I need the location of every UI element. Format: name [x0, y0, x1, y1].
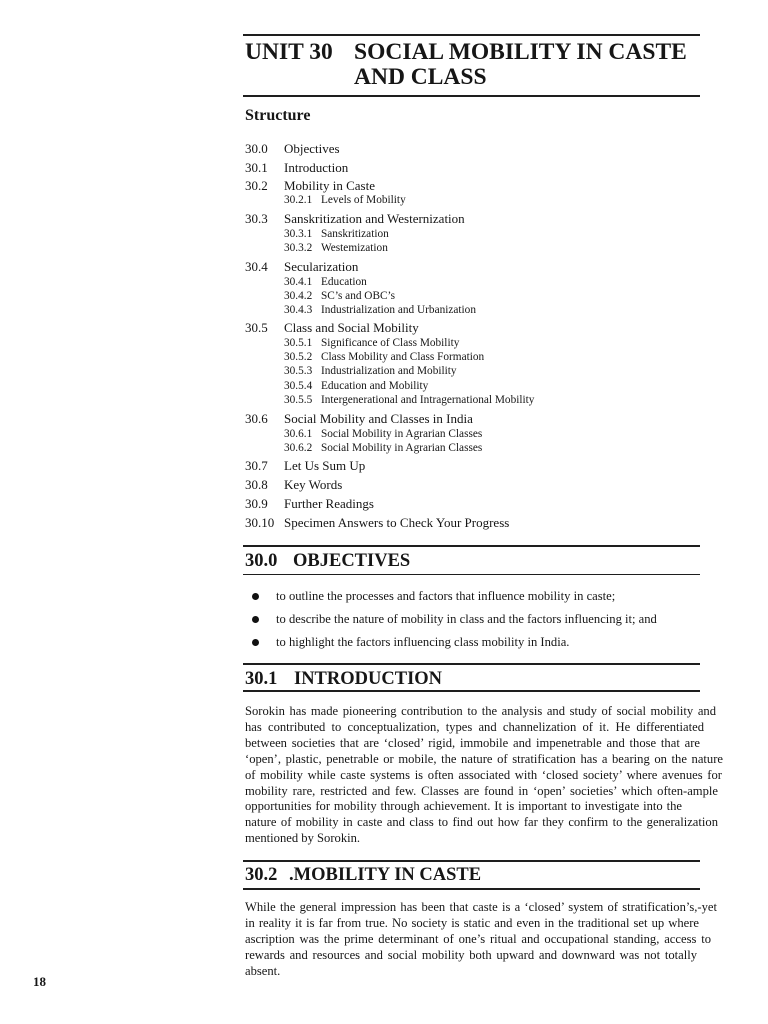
structure-subitem-number: 30.5.4 [284, 380, 313, 392]
structure-subitem [284, 193, 704, 207]
structure-item [245, 320, 705, 336]
objective-bullet: to describe the nature of mobility in class and the factors influencing it; and [276, 612, 657, 626]
structure-item-number: 30.8 [245, 477, 268, 492]
structure-item [245, 160, 705, 176]
structure-subitem-number: 30.6.1 [284, 428, 313, 440]
structure-subitem [284, 241, 704, 255]
structure-item [245, 515, 705, 531]
structure-item [245, 496, 705, 512]
paragraph-line-text: has contributed to conceptualization, types and channelization of it. He differentiated [245, 720, 704, 734]
paragraph-line [245, 719, 704, 735]
section-top-rule [243, 545, 700, 547]
structure-subitem-title: Westemization [321, 242, 388, 254]
structure-item-number: 30.6 [245, 411, 268, 426]
structure-subitem-number: 30.3.2 [284, 242, 313, 254]
structure-subitem-title: Intergenerational and Intragernational Mobility [321, 394, 535, 406]
structure-item-title: Key Words [284, 477, 343, 492]
structure-item-title: Sanskritization and Westernization [284, 211, 465, 226]
paragraph-line [245, 899, 717, 915]
paragraph-line [245, 751, 723, 767]
paragraph-line [245, 798, 682, 814]
section-top-rule [243, 860, 700, 862]
section-heading-objectives [245, 551, 700, 571]
structure-subitem [284, 303, 704, 317]
structure-subitem-number: 30.4.2 [284, 290, 313, 302]
structure-heading: Structure [245, 107, 311, 124]
paragraph-line-text: in reality it is far from true. No society is static and even in the traditional set up where [245, 916, 699, 930]
structure-item [245, 259, 705, 275]
paragraph-line [245, 931, 711, 947]
paragraph-line-text: While the general impression has been that caste is a ‘closed’ system of stratification’s,-yet [245, 900, 717, 914]
structure-subitem [284, 227, 704, 241]
title-top-rule [243, 34, 700, 36]
paragraph-line-text: mobility rare, restricted and few. Classes are found in ‘open’ societies’ which often-ample [245, 784, 718, 798]
structure-item-title: Secularization [284, 259, 359, 274]
structure-subitem-number: 30.5.2 [284, 351, 313, 363]
objective-bullet: to highlight the factors influencing class mobility in India. [276, 635, 570, 649]
paragraph-line [245, 814, 718, 830]
structure-subitem-number: 30.5.3 [284, 365, 313, 377]
structure-subitem-title: Education [321, 276, 367, 288]
structure-subitem-title: Industrialization and Urbanization [321, 304, 476, 316]
objective-bullet: to outline the processes and factors that influence mobility in caste; [276, 589, 616, 603]
structure-item-number: 30.9 [245, 496, 268, 511]
structure-item-number: 30.5 [245, 320, 268, 335]
paragraph-line-text: of mobility while caste systems is often associated with ‘closed society’ where avenues for [245, 768, 722, 782]
structure-subitem-number: 30.5.5 [284, 394, 313, 406]
structure-item-number: 30.0 [245, 141, 268, 156]
section-bottom-rule [243, 888, 700, 890]
structure-item [245, 211, 705, 227]
structure-subitem [284, 275, 704, 289]
section-number: 30.2 [245, 865, 278, 885]
structure-item-title: Mobility in Caste [284, 178, 375, 193]
structure-subitem-number: 30.4.3 [284, 304, 313, 316]
structure-subitem [284, 379, 704, 393]
structure-subitem-number: 30.5.1 [284, 337, 313, 349]
structure-item [245, 458, 705, 474]
structure-subitem [284, 336, 704, 350]
section-bottom-rule [243, 574, 700, 575]
structure-item [245, 141, 705, 157]
paragraph-line [245, 915, 699, 931]
structure-subitem-number: 30.3.1 [284, 228, 313, 240]
bullet-icon [252, 593, 259, 600]
structure-item-title: Let Us Sum Up [284, 458, 366, 473]
paragraph-line [245, 963, 280, 979]
bullet-icon [252, 616, 259, 623]
structure-item-title: Specimen Answers to Check Your Progress [284, 515, 510, 530]
structure-item-number: 30.7 [245, 458, 268, 473]
unit-title-line-1: SOCIAL MOBILITY IN CASTE [354, 39, 687, 65]
structure-subitem [284, 393, 704, 407]
structure-item [245, 477, 705, 493]
structure-subitem-title: SC’s and OBC’s [321, 290, 396, 302]
paragraph-line [245, 735, 700, 751]
paragraph-line-text: mentioned by Sorokin. [245, 831, 361, 845]
paragraph-line-text: opportunities for mobility through achievement. It is important to investigate into the [245, 799, 682, 813]
section-number: 30.1 [245, 669, 278, 689]
page-number: 18 [33, 974, 46, 989]
structure-item-title: Introduction [284, 160, 349, 175]
structure-subitem [284, 350, 704, 364]
unit-number: UNIT 30 [245, 39, 333, 65]
structure-item-number: 30.2 [245, 178, 268, 193]
section-heading-mobility-in-caste [245, 865, 700, 885]
structure-subitem-number: 30.6.2 [284, 442, 313, 454]
structure-subitem-title: Industrialization and Mobility [321, 365, 457, 377]
section-title: OBJECTIVES [293, 551, 411, 571]
structure-item-number: 30.4 [245, 259, 268, 274]
structure-item-title: Social Mobility and Classes in India [284, 411, 473, 426]
paragraph-line [245, 703, 716, 719]
paragraph-line [245, 947, 697, 963]
bullet-icon [252, 639, 259, 646]
paragraph-line-text: between societies that are ‘closed’ rigid, immobile and impenetrable and those that are [245, 736, 700, 750]
structure-item-title: Objectives [284, 141, 340, 156]
structure-subitem-title: Significance of Class Mobility [321, 337, 460, 349]
structure-item-number: 30.3 [245, 211, 268, 226]
paragraph-line-text: absent. [245, 964, 281, 978]
structure-subitem-title: Sanskritization [321, 228, 389, 240]
paragraph-line-text: ascription was the prime determinant of one’s ritual and occupational standing, access to [245, 932, 711, 946]
structure-subitem [284, 427, 704, 441]
section-title: INTRODUCTION [294, 669, 443, 689]
structure-item [245, 411, 705, 427]
paragraph-line [245, 830, 360, 846]
paragraph-line [245, 783, 718, 799]
structure-item-number: 30.10 [245, 515, 275, 530]
paragraph-line-text: nature of mobility in caste and class to find out how far they confirm to the generalization [245, 815, 718, 829]
paragraph-line-text: Sorokin has made pioneering contribution to the analysis and study of social mobility and [245, 704, 716, 718]
section-top-rule [243, 663, 700, 665]
section-heading-introduction [245, 669, 700, 689]
structure-subitem-title: Class Mobility and Class Formation [321, 351, 485, 363]
paragraph-line [245, 767, 722, 783]
structure-item-title: Class and Social Mobility [284, 320, 419, 335]
title-bottom-rule [243, 95, 700, 97]
structure-subitem-title: Social Mobility in Agrarian Classes [321, 442, 483, 454]
section-number: 30.0 [245, 551, 278, 571]
structure-subitem [284, 441, 704, 455]
structure-item [245, 178, 705, 194]
structure-subitem-title: Education and Mobility [321, 380, 429, 392]
paragraph-line-text: ‘open’, plastic, penetrable or mobile, the nature of stratification has a bearing on the nature [245, 752, 723, 766]
unit-title-line-2: AND CLASS [354, 64, 487, 90]
structure-subitem-title: Social Mobility in Agrarian Classes [321, 428, 483, 440]
section-title: .MOBILITY IN CASTE [289, 865, 482, 885]
structure-subitem-title: Levels of Mobility [321, 194, 406, 206]
structure-subitem-number: 30.2.1 [284, 194, 313, 206]
structure-item-title: Further Readings [284, 496, 374, 511]
paragraph-line-text: rewards and resources and social mobility both upward and downward was not totally [245, 948, 697, 962]
structure-subitem [284, 364, 704, 378]
section-bottom-rule [243, 690, 700, 692]
structure-subitem-number: 30.4.1 [284, 276, 313, 288]
structure-subitem [284, 289, 704, 303]
structure-item-number: 30.1 [245, 160, 268, 175]
